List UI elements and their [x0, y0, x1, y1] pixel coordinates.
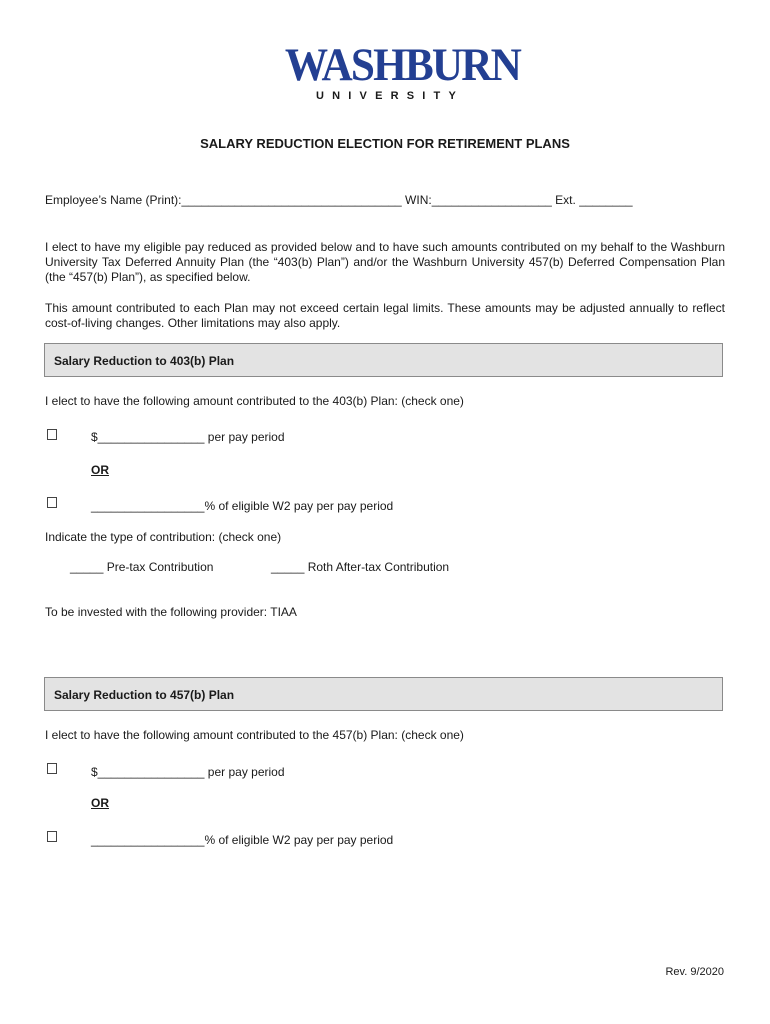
intro-paragraph: I elect to have my eligible pay reduced as provided below and to have such amounts contributed on my behalf to the Washburn University Tax Deferred Annuity Plan (the “403(b) Plan”) and/or the Washburn University 457(b) Deferred Compensation Plan (the “457(b) Plan”), as specified below. — [45, 240, 725, 284]
section-403b-header — [44, 343, 723, 377]
employee-info-line[interactable]: Employee’s Name (Print):_________________________________ WIN:__________________ Ext. ________ — [45, 193, 633, 207]
section-403b-dollar-checkbox[interactable] — [47, 429, 57, 440]
pretax-contribution-option[interactable]: _____ Pre-tax Contribution — [70, 560, 214, 574]
section-457b-header — [44, 677, 723, 711]
section-457b-dollar-option[interactable]: $________________ per pay period — [91, 765, 285, 779]
section-457b-dollar-checkbox[interactable] — [47, 763, 57, 774]
section-403b-or-label: OR — [91, 463, 109, 477]
section-403b-percent-checkbox[interactable] — [47, 497, 57, 508]
section-457b-percent-checkbox[interactable] — [47, 831, 57, 842]
limits-paragraph: This amount contributed to each Plan may not exceed certain legal limits. These amounts may be adjusted annually to reflect cost-of-living changes. Other limitations may also apply. — [45, 301, 725, 330]
section-403b-elect-text: I elect to have the following amount contributed to the 403(b) Plan: (check one) — [45, 394, 464, 408]
section-403b-percent-option[interactable]: _________________% of eligible W2 pay per pay period — [91, 499, 394, 513]
provider-text: To be invested with the following provider: TIAA — [45, 605, 297, 619]
section-457b-heading: Salary Reduction to 457(b) Plan — [54, 688, 235, 702]
logo-wordmark: WASHBURN — [284, 39, 521, 91]
logo-subtitle: UNIVERSITY — [316, 90, 465, 102]
section-403b-dollar-option[interactable]: $________________ per pay period — [91, 430, 285, 444]
section-403b-heading: Salary Reduction to 403(b) Plan — [54, 354, 235, 368]
form-title: SALARY REDUCTION ELECTION FOR RETIREMENT PLANS — [200, 136, 570, 151]
section-457b-or-label: OR — [91, 796, 109, 810]
roth-contribution-option[interactable]: _____ Roth After-tax Contribution — [271, 560, 450, 574]
washburn-university-logo — [276, 39, 521, 102]
revision-date: Rev. 9/2020 — [665, 966, 724, 978]
section-457b-percent-option[interactable]: _________________% of eligible W2 pay per pay period — [91, 833, 394, 847]
section-457b-elect-text: I elect to have the following amount contributed to the 457(b) Plan: (check one) — [45, 728, 464, 742]
contribution-type-prompt: Indicate the type of contribution: (check one) — [45, 530, 282, 544]
